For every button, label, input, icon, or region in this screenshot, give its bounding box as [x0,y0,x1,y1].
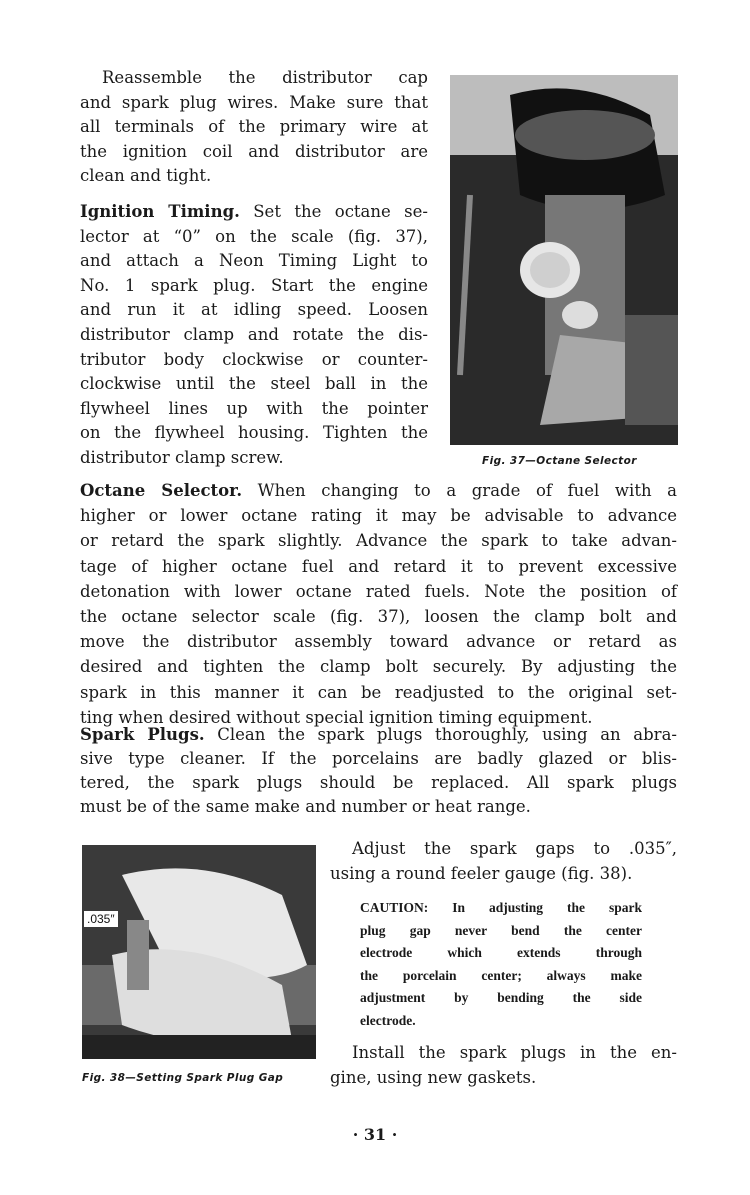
text-line-content: plug gap never bend the center [360,922,642,938]
text-line [80,795,677,819]
text-line-content: Set the octane se- [239,202,428,221]
text-line [330,837,677,862]
text-line [360,965,642,988]
text-line-content: using a round feeler gauge (fig. 38). [330,863,633,883]
paragraph-heading: Spark Plugs. [80,725,205,744]
text-line-content: ting when desired without special ignition timing equipment. [80,707,593,727]
figure-38-spark-plug-gap-photo [82,845,316,1059]
text-line-content: clean and tight. [80,166,212,186]
text-line-content: and run it at idling speed. Loosen [80,300,428,320]
text-line [80,140,428,165]
text-line-content: Install the spark plugs in the en- [352,1043,677,1062]
paragraph-heading: Ignition Timing. [80,202,240,221]
figure-37-caption: Fig. 37—Octane Selector [482,455,637,467]
text-line-content: and attach a Neon Timing Light to [80,251,428,271]
text-line-content: electrode. [360,1012,416,1028]
text-line-content: Reassemble the distributor cap [102,68,428,87]
text-line-content: lector at “0” on the scale (fig. 37), [80,226,428,246]
text-line [80,164,428,189]
text-line-content: higher or lower octane rating it may be advisable to advance [80,506,677,526]
text-line-content: tributor body clockwise or counter- [80,349,428,369]
text-line [80,372,428,397]
text-line [80,348,428,373]
text-line-content: flywheel lines up with the pointer [80,398,428,418]
text-line [360,920,642,943]
text-line [80,680,677,705]
text-line [80,200,428,225]
text-line-content: must be of the same make and number or heat range. [80,797,531,816]
text-line [80,323,428,348]
paragraph-reassemble [80,66,428,189]
text-line [80,554,677,579]
text-line-content: on the flywheel housing. Tighten the [80,423,428,443]
text-line [360,987,642,1010]
text-line [80,604,677,629]
text-line [80,654,677,679]
text-line-content: desired and tighten the clamp bolt securely. By adjusting the [80,657,677,677]
text-line [80,528,677,553]
gap-measurement-label: .035″ [84,911,118,927]
text-line [360,942,642,965]
figure-38-caption: Fig. 38—Setting Spark Plug Gap [82,1072,284,1084]
text-line-content: or retard the spark slightly. Advance the spark to take advan- [80,531,677,551]
text-line-content: Adjust the spark gaps to .035″, [352,839,677,858]
text-line [330,1041,677,1066]
text-line [330,1066,677,1091]
figure-37-octane-selector-photo [450,75,678,445]
text-line [80,771,677,795]
text-line [80,225,428,250]
paragraph-ignition-timing [80,200,428,471]
text-line-content: When changing to a grade of fuel with a [242,481,677,500]
text-line [80,274,428,299]
text-line-content: move the distributor assembly toward advance or retard as [80,632,677,652]
text-line-content: spark in this manner it can be readjusted to the original set- [80,682,677,702]
text-line [80,446,428,471]
text-line-content: distributor clamp screw. [80,447,284,467]
text-line [80,66,428,91]
text-line-content: the octane selector scale (fig. 37), loosen the clamp bolt and [80,606,677,626]
paragraph-octane-selector [80,478,677,730]
text-line [80,503,677,528]
text-line [80,747,677,771]
text-line-content: all terminals of the primary wire at [80,117,428,137]
text-line-content: sive type cleaner. If the porcelains are badly glazed or blis- [80,749,677,768]
text-line-content: and spark plug wires. Make sure that [80,92,428,112]
text-line [360,1010,642,1033]
text-line-content: Clean the spark plugs thoroughly, using an abra- [204,725,677,744]
text-line-content: detonation with lower octane rated fuels. Note the position of [80,581,677,601]
text-line [80,478,677,503]
paragraph-heading: Octane Selector. [80,481,243,500]
text-line [80,723,677,747]
text-line [330,862,677,887]
text-line [80,397,428,422]
text-line [80,91,428,116]
paragraph-install-plugs [330,1041,677,1090]
text-line [80,298,428,323]
text-line-content: tage of higher octane fuel and retard it to prevent excessive [80,556,677,576]
text-line [360,897,642,920]
text-line [80,249,428,274]
page-number: · 31 · [352,1125,398,1144]
paragraph-adjust-gaps [330,837,677,886]
text-line-content: the porcelain center; always make [360,967,642,983]
text-line-content: electrode which extends through [360,945,642,960]
text-line-content: No. 1 spark plug. Start the engine [80,275,428,295]
text-line-content: distributor clamp and rotate the dis- [80,324,428,344]
text-line-content: adjustment by bending the side [360,990,642,1005]
text-line-content: clockwise until the steel ball in the [80,374,428,394]
text-line [80,629,677,654]
text-line [80,579,677,604]
text-line [80,421,428,446]
paragraph-spark-plugs [80,723,677,819]
text-line-content: the ignition coil and distributor are [80,141,428,161]
text-line-content: gine, using new gaskets. [330,1067,537,1087]
caution-note [360,897,642,1032]
text-line-content: tered, the spark plugs should be replaced. All spark plugs [80,773,677,792]
text-line [80,115,428,140]
text-line-content: CAUTION: In adjusting the spark [360,900,642,915]
